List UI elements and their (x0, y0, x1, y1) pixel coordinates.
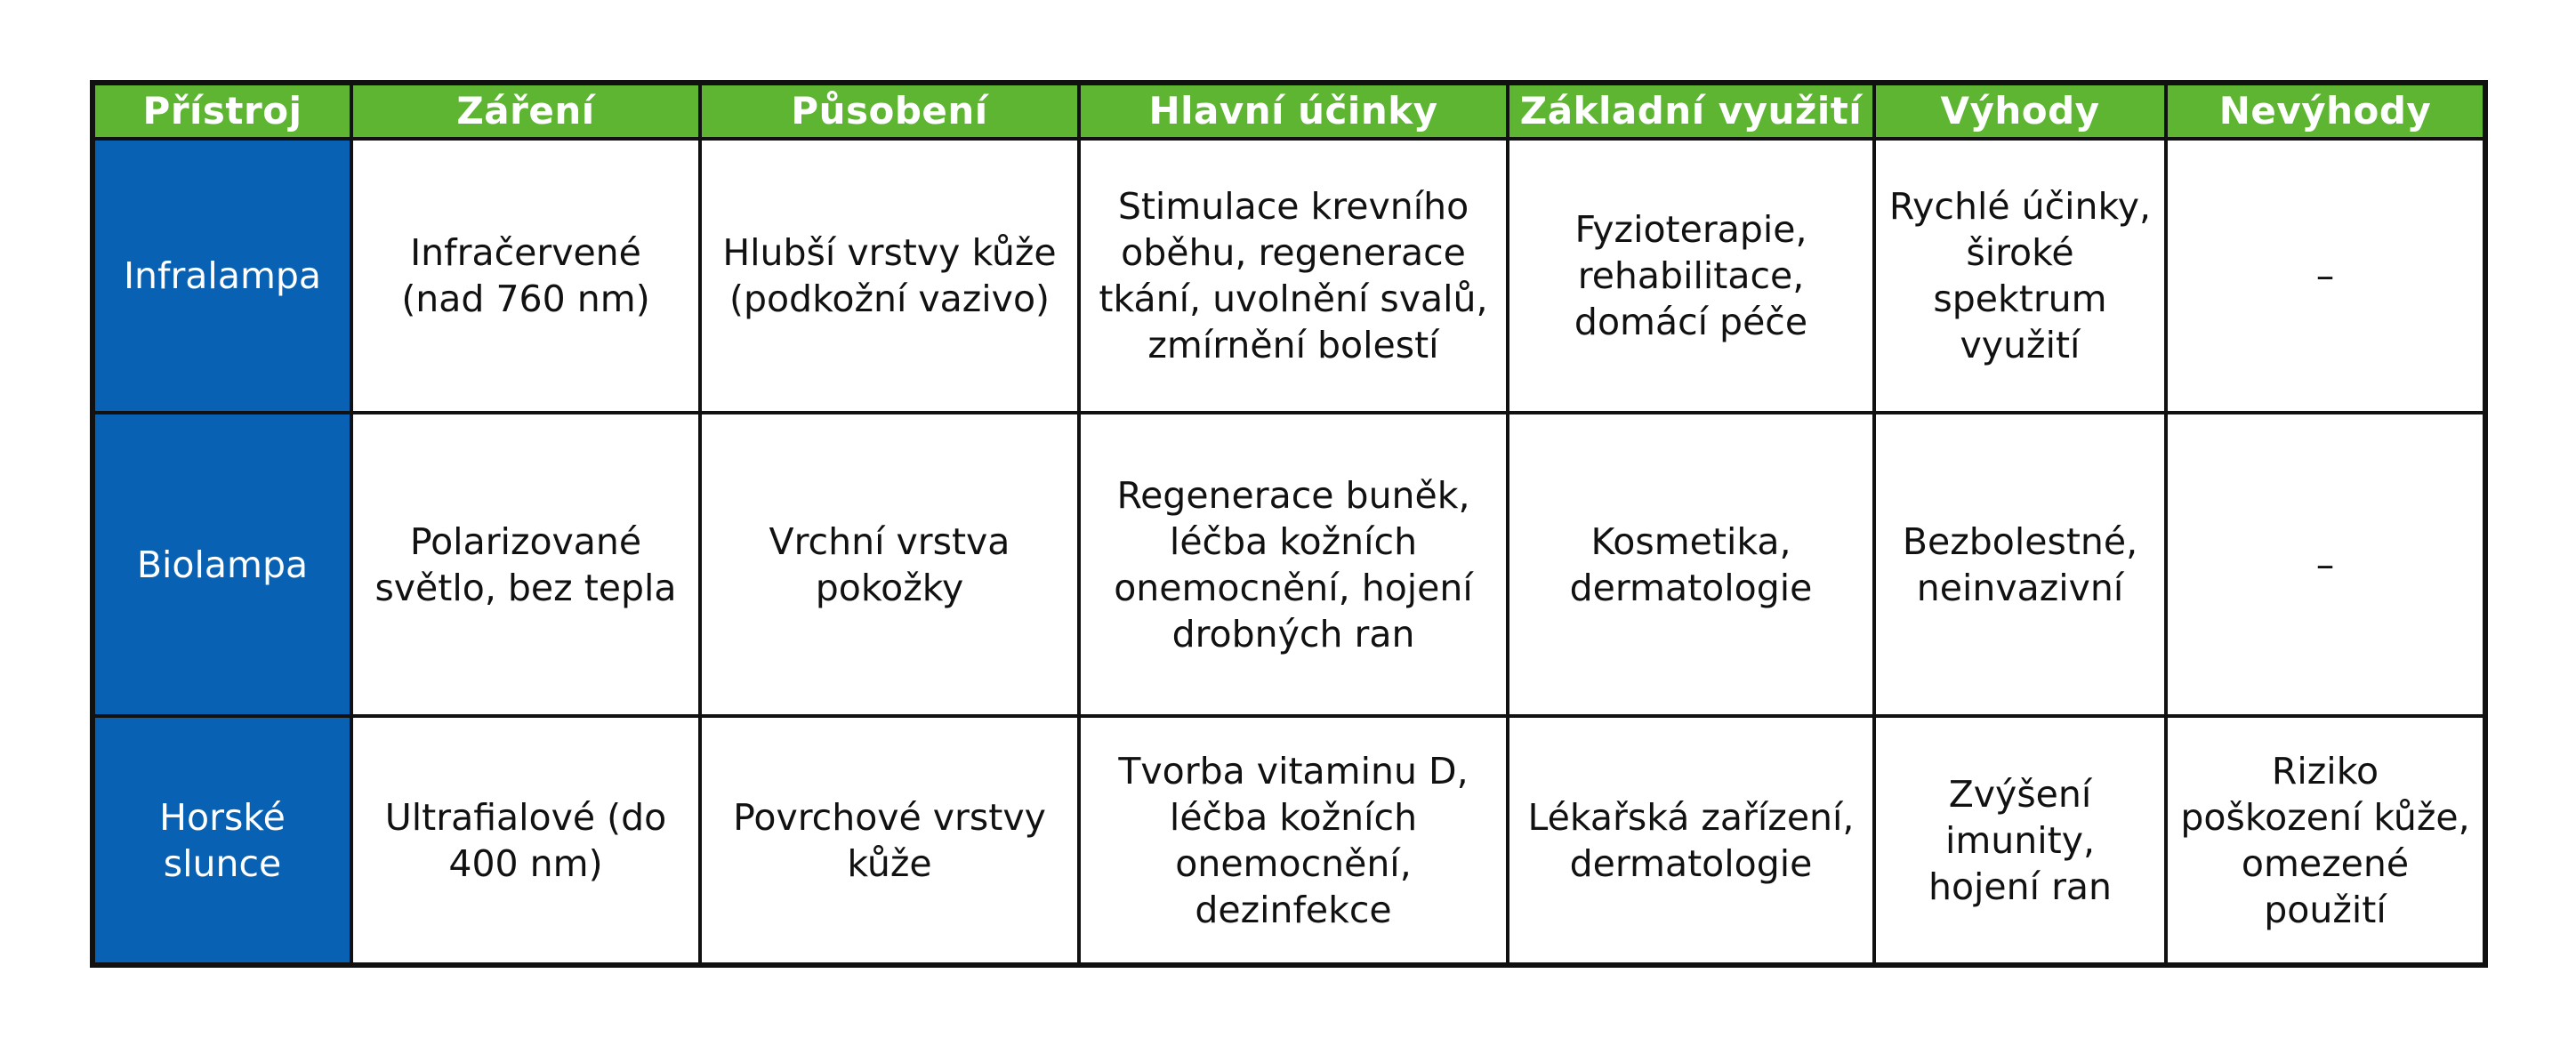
device-cell (93, 139, 351, 413)
table-cell (351, 139, 700, 413)
cell-disadvantages: – (2315, 543, 2335, 586)
table-cell (1874, 139, 2166, 413)
cell-main-effects: Regenerace buněk, léčba kožních onemocnění, hojení drobných ran (1114, 473, 1473, 656)
cell-main-effects: Stimulace krevního oběhu, regenerace tkání, uvolnění svalů, zmírnění bolestí (1099, 184, 1488, 366)
cell-disadvantages: Riziko poškození kůže, omezené použití (2180, 749, 2470, 931)
table-cell (2166, 139, 2485, 413)
table-cell (1508, 413, 1874, 716)
table-cell (1079, 139, 1508, 413)
device-cell (93, 413, 351, 716)
header-action: Působení (700, 83, 1079, 139)
header-advantages: Výhody (1874, 83, 2166, 139)
table-cell (2166, 716, 2485, 965)
table-cell (700, 413, 1079, 716)
table-cell (1874, 413, 2166, 716)
table-row (93, 413, 2485, 716)
cell-basic-use: Fyzioterapie, rehabilitace, domácí péče (1574, 207, 1808, 343)
table-cell (700, 716, 1079, 965)
table-cell (700, 139, 1079, 413)
device-name: Horské slunce (159, 795, 286, 885)
cell-action: Hlubší vrstvy kůže (podkožní vazivo) (722, 230, 1057, 320)
header-basic-use: Základní využití (1508, 83, 1874, 139)
cell-action: Povrchové vrstvy kůže (733, 795, 1046, 885)
cell-radiation: Infračervené (nad 760 nm) (401, 230, 650, 320)
header-main-effects: Hlavní účinky (1079, 83, 1508, 139)
cell-radiation: Ultrafialové (do 400 nm) (384, 795, 667, 885)
cell-main-effects: Tvorba vitaminu D, léčba kožních onemocnění, dezinfekce (1118, 749, 1469, 931)
table-cell (1079, 716, 1508, 965)
device-comparison-table (90, 80, 2488, 968)
table-cell (351, 413, 700, 716)
header-device: Přístroj (93, 83, 351, 139)
cell-advantages: Bezbolestné, neinvazivní (1902, 519, 2138, 609)
comparison-table-container (90, 80, 2483, 968)
cell-basic-use: Lékařská zařízení, dermatologie (1527, 795, 1855, 885)
cell-advantages: Rychlé účinky, široké spektrum využití (1888, 184, 2152, 366)
header-radiation: Záření (351, 83, 700, 139)
cell-basic-use: Kosmetika, dermatologie (1569, 519, 1813, 609)
table-row (93, 716, 2485, 965)
table-cell (1508, 716, 1874, 965)
table-cell (1508, 139, 1874, 413)
header-row (93, 83, 2485, 139)
cell-radiation: Polarizované světlo, bez tepla (374, 519, 677, 609)
header-disadvantages: Nevýhody (2166, 83, 2485, 139)
table-cell (1874, 716, 2166, 965)
device-cell (93, 716, 351, 965)
table-cell (351, 716, 700, 965)
device-name: Infralampa (123, 253, 322, 297)
table-cell (1079, 413, 1508, 716)
table-row (93, 139, 2485, 413)
cell-action: Vrchní vrstva pokožky (769, 519, 1010, 609)
table-cell (2166, 413, 2485, 716)
cell-advantages: Zvýšení imunity, hojení ran (1928, 772, 2113, 908)
cell-disadvantages: – (2315, 253, 2335, 297)
device-name: Biolampa (136, 543, 309, 586)
